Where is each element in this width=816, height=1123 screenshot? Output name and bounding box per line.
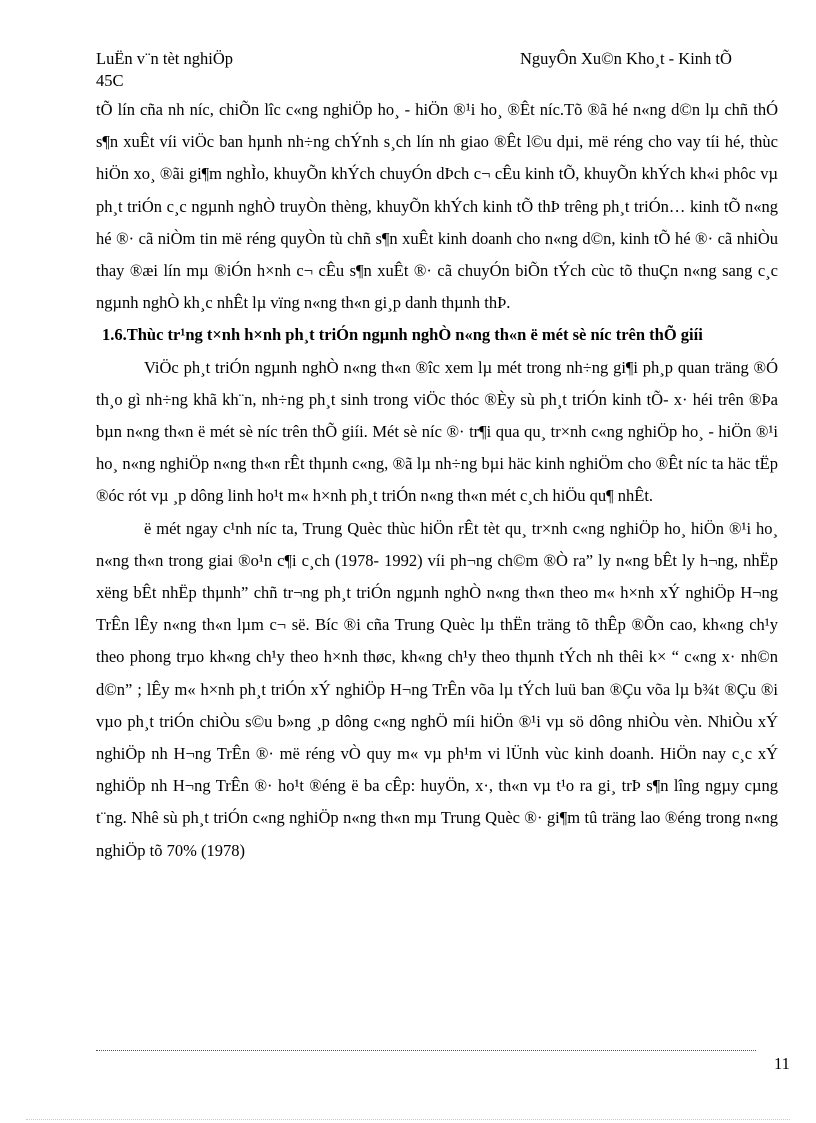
header-author: NguyÔn Xu©n Kho¸t - Kinh tÕ xyxy=(520,49,732,68)
page-number: 11 xyxy=(774,1054,790,1073)
page-bottom-divider xyxy=(26,1119,790,1120)
header-thesis-title-line1: LuËn v¨n tèt nghiÖp xyxy=(96,49,234,68)
paragraph: ë mét ngay c¹nh níc ta, Trung Quèc thùc hiÖn rÊt tèt qu¸ tr×nh c«ng nghiÖp ho¸ hiÖn ®¹i ho¸ n«ng th«n trong giai ®o¹n c¶i c¸ch (1978- 1992) víi ph¬ng ch©m ®Ò ra” ly n«ng bÊt ly h¬ng, nhËp xëng bÊt nhËp thµnh” chñ tr¬ng ph¸t triÓn ngµnh nghÒ n«ng th«n theo m« h×nh xÝ nghiÖp H¬ng TrÊn lÊy n«ng th«n lµm c¬ së. Bíc ®i cña Trung Quèc lµ thËn träng tõ thÊp ®Õn cao, kh«ng ch¹y theo phong trµo kh«ng ch¹y theo h×nh thøc, kh«ng ch¹y theo thµnh tÝch nh thêi k× “ c«ng x· nh©n d©n” ; lÊy m« h×nh ph¸t triÓn xÝ nghiÖp H¬ng TrÊn võa lµ tÝch luü ban ®Çu võa lµ b¾t ®Çu ®i vµo ph¸t triÓn chiÒu s©u b»ng ¸p dông c«ng nghÖ míi hiÖn ®¹i vµ sö dông nhiÒu vèn. NhiÒu xÝ nghiÖp nh H¬ng TrÊn ®· më réng vÒ quy m« vµ ph¹m vi lÜnh vùc kinh doanh. HiÖn nay c¸c xÝ nghiÖp nh H¬ng TrÊn ®· ho¹t ®éng ë ba cÊp: huyÖn, x·, th«n vµ t¹o ra gi¸ trÞ s¶n lîng ngµy cµng t¨ng. Nhê sù ph¸t triÓn c«ng nghiÖp n«ng th«n mµ Trung Quèc ®· gi¶m tû träng lao ®éng trong n«ng nghiÖp tõ 70% (1978) xyxy=(96,518,778,860)
document-body xyxy=(96,94,778,867)
header-class-code: 45C xyxy=(96,71,124,90)
section-heading: 1.6.Thùc tr¹ng t×nh h×nh ph¸t triÓn ngµnh nghÒ n«ng th«n ë mét sè níc trên thÕ giíi xyxy=(102,325,703,345)
header-thesis-title xyxy=(96,48,416,92)
paragraph: tÕ lín cña nh níc, chiÕn lîc c«ng nghiÖp ho¸ - hiÖn ®¹i ho¸ ®Êt níc.Tõ ®ã hé n«ng d©n lµ chñ thÓ s¶n xuÊt víi viÖc ban hµnh nh÷ng chÝnh s¸ch lín nh giao ®Êt l©u dµi, më réng cho vay tíi hé, thùc hiÖn xo¸ ®ãi gi¶m nghÌo, khuyÕn khÝch chuyÓn dÞch c¬ cÊu kinh tÕ, khuyÕn khÝch kh«i phôc vµ ph¸t triÓn c¸c ngµnh nghÒ truyÒn thèng, khuyÕn khÝch kinh tÕ thÞ trêng ph¸t triÓn… kinh tÕ n«ng hé ®· cã niÒm tin më réng quyÒn tù chñ s¶n xuÊt kinh doanh cho n«ng d©n, kinh tÕ hé ®· cã nhiÒu thay ®æi lín mµ ®iÓn h×nh c¬ cÊu s¶n xuÊt ®· cã chuyÓn biÕn tÝch cùc tõ thuÇn n«ng sang c¸c ngµnh nghÒ kh¸c nhÊt lµ vïng n«ng th«n gi¸p danh thµnh thÞ. xyxy=(96,100,778,313)
paragraph: ViÖc ph¸t triÓn ngµnh nghÒ n«ng th«n ®îc xem lµ mét trong nh÷ng gi¶i ph¸p quan träng ®Ó th¸o gì nh÷ng khã kh¨n, nh÷ng ph¸t sinh trong viÖc thóc ®Èy sù ph¸t triÓn kinh tÕ- x· héi trên ®Þa bµn n«ng th«n ë mét sè níc trên thÕ giíi. Mét sè níc ®· tr¶i qua qu¸ tr×nh c«ng nghiÖp ho¸ - hiÖn ®¹i ho¸ n«ng nghiÖp n«ng th«n rÊt thµnh c«ng, ®ã lµ nh÷ng bµi häc kinh nghiÖm cho ®Êt níc ta häc tËp ®óc rót vµ ¸p dông linh ho¹t m« h×nh ph¸t triÓn n«ng th«n mét c¸ch hiÖu qu¶ nhÊt. xyxy=(96,357,778,506)
footer-divider xyxy=(96,1050,756,1051)
